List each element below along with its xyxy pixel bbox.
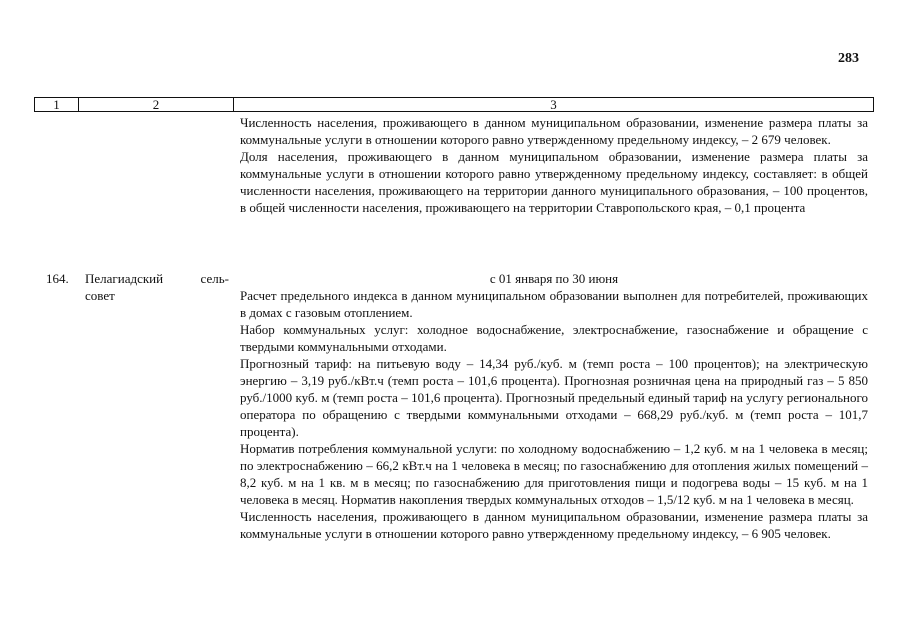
entry-paragraph-1: Расчет предельного индекса в данном муниципальном образовании выполнен для потребителей, проживающих в домах с газовым отоплением. bbox=[240, 288, 868, 320]
continuation-text bbox=[240, 114, 868, 216]
entry-paragraph-2: Набор коммунальных услуг: холодное водоснабжение, электроснабжение, газоснабжение и обращение с твердыми коммунальными отходами. bbox=[240, 322, 868, 354]
table-header-col-2: 2 bbox=[79, 98, 234, 111]
entry-name-continuation: совет bbox=[85, 288, 115, 303]
page-number: 283 bbox=[838, 51, 859, 66]
table-header-col-3: 3 bbox=[550, 97, 557, 112]
entry-number: 164. bbox=[46, 271, 69, 286]
entry-paragraph-5: Численность населения, проживающего в данном муниципальном образовании, изменение размера платы за коммунальные услуги в отношении которого равно утвержденному предельному индексу, – 6 905 человек. bbox=[240, 509, 868, 541]
entry-paragraph-4: Норматив потребления коммунальной услуги: по холодному водоснабжению – 1,2 куб. м на 1 человека в месяц; по электроснабжению – 66,2 кВт.ч на 1 человека в месяц; по газоснабжению для отопления жилых помещений – 8,2 куб. м на 1 кв. м в месяц; по газоснабжению для приготовления пищи и подогрева воды – 15 куб. м на 1 человека в месяц. Норматив накопления твердых коммунальных отходов – 1,5/12 куб. м на 1 человека в месяц. bbox=[240, 441, 868, 507]
entry-name-word: Пелагиадский bbox=[85, 271, 164, 286]
entry-description bbox=[240, 270, 868, 542]
entry-name-hyphen-part: сель- bbox=[200, 271, 229, 286]
continuation-paragraph-1: Численность населения, проживающего в данном муниципальном образовании, изменение размера платы за коммунальные услуги в отношении которого равно утвержденному предельному индексу, – 2 679 человек. bbox=[240, 115, 868, 147]
table-header-col-1: 1 bbox=[35, 98, 79, 111]
entry-period: с 01 января по 30 июня bbox=[489, 271, 619, 286]
entry-paragraph-3: Прогнозный тариф: на питьевую воду – 14,34 руб./куб. м (темп роста – 100 процентов); на электрическую энергию – 3,19 руб./кВт.ч (темп роста – 101,6 процента). Прогнозная розничная цена на природный газ – 5 850 руб./1000 куб. м (темп роста – 101,6 процента). Прогнозный предельный единый тариф на услугу регионального оператора по обращению с твердыми коммунальными отходами – 668,29 руб./куб. м (темп роста – 101,7 процента). bbox=[240, 356, 868, 439]
table-header bbox=[34, 97, 874, 112]
entry-name bbox=[85, 270, 229, 304]
continuation-paragraph-2: Доля населения, проживающего в данном муниципальном образовании, изменение размера платы за коммунальные услуги в отношении которого равно утвержденному предельному индексу, составляет: в общей численности населения, проживающего на территории данного муниципального образования, – 100 процентов, в общей численности населения, проживающего на территории Ставропольского края, – 0,1 процента bbox=[240, 149, 868, 215]
